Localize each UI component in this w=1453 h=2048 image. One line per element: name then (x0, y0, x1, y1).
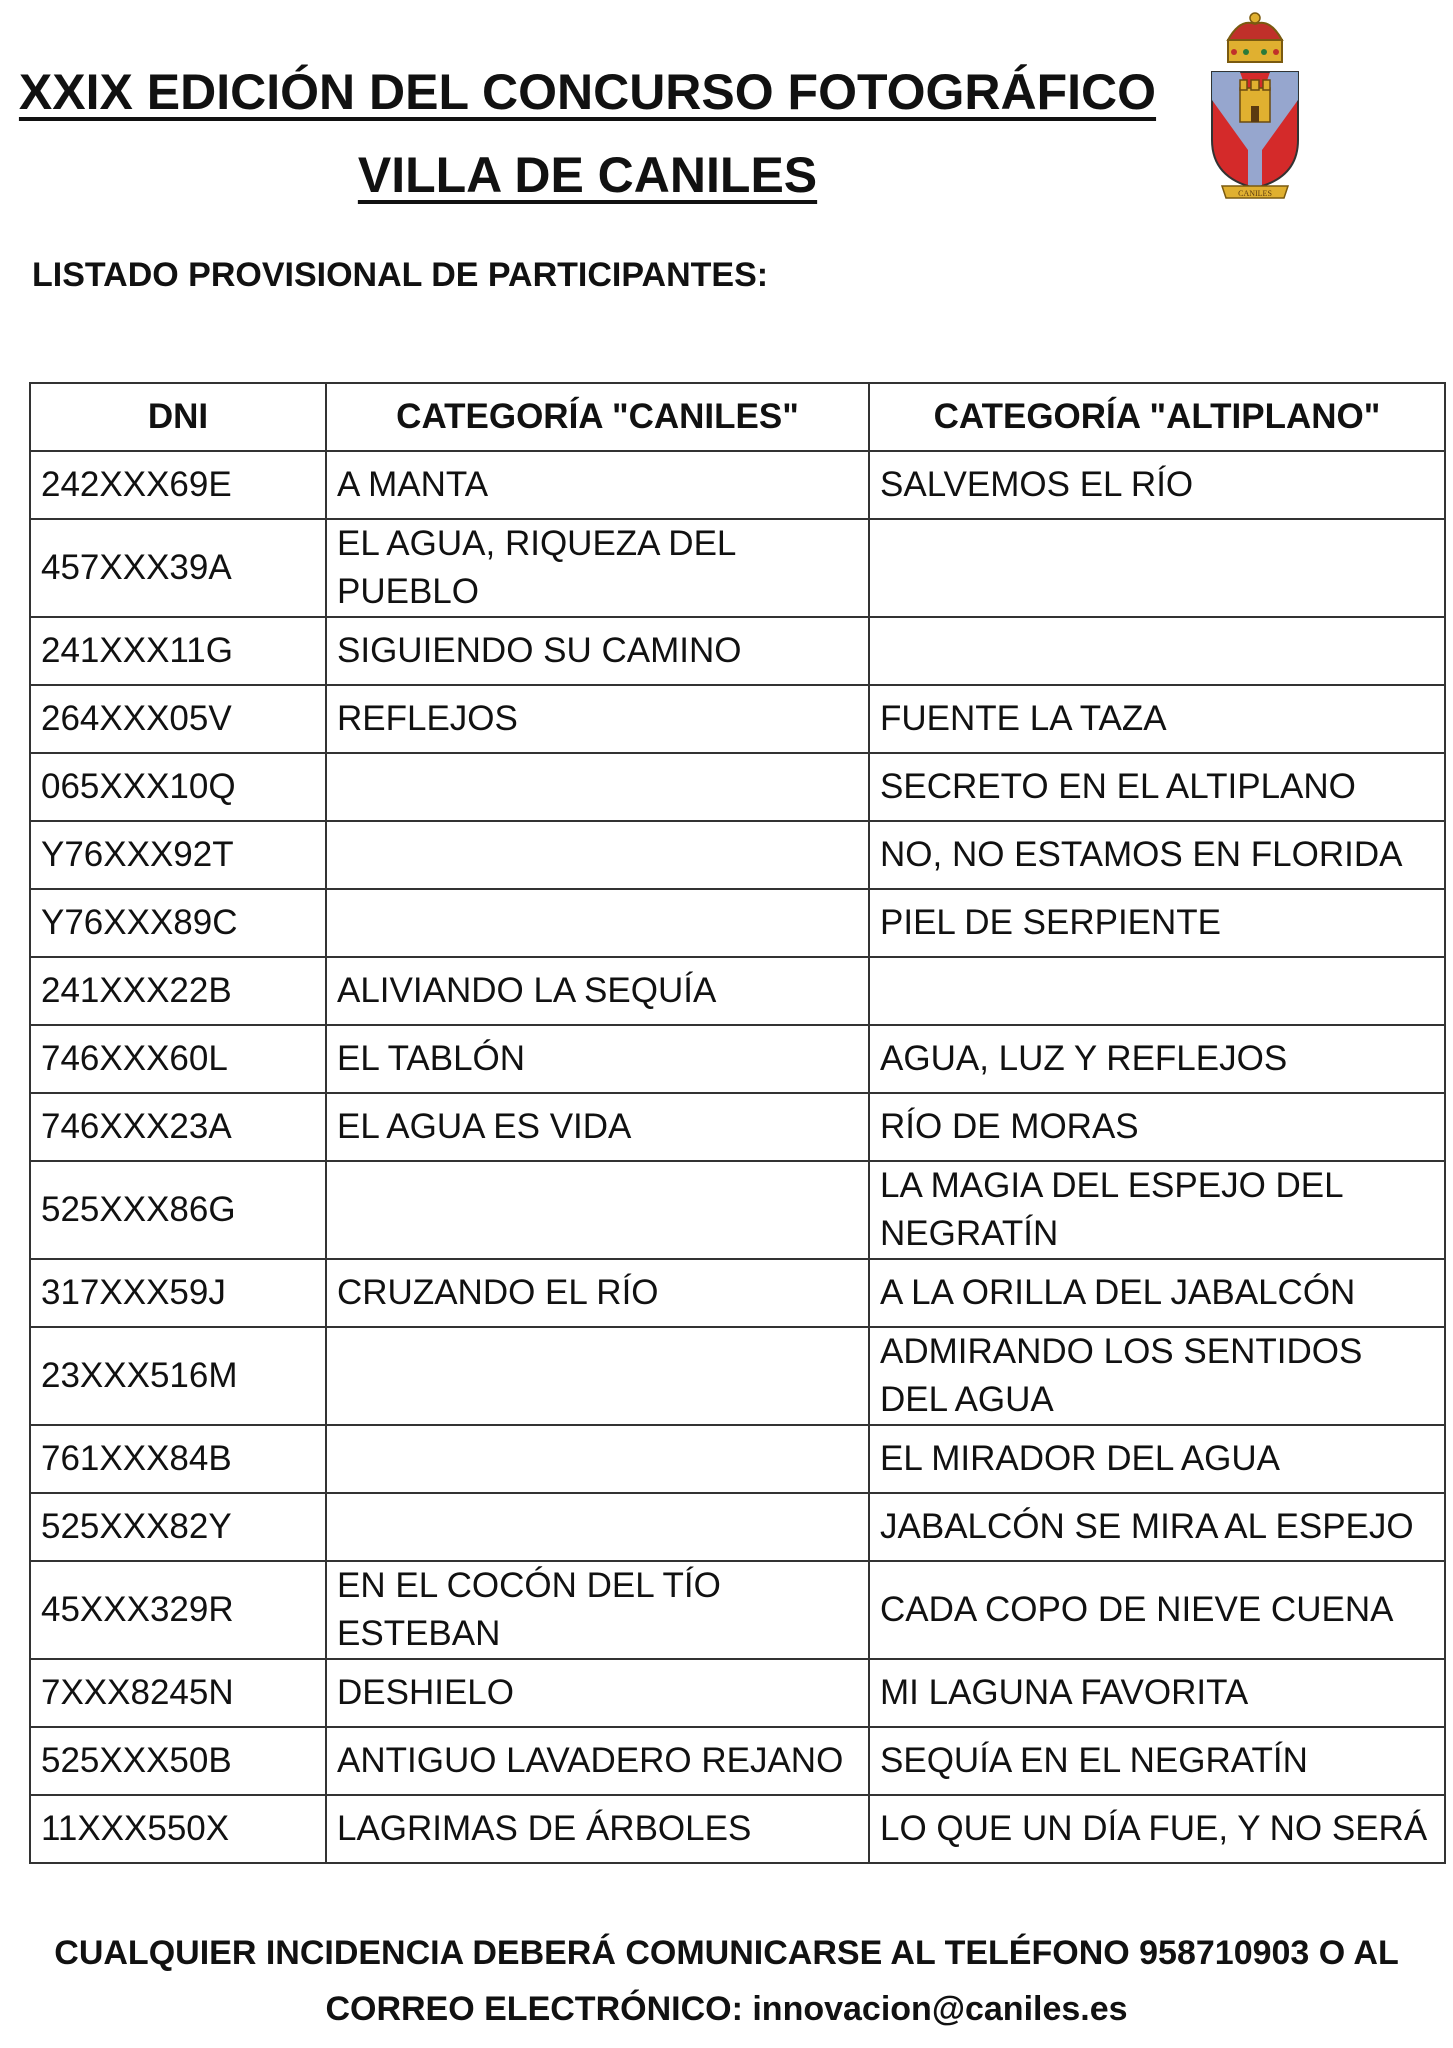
cell-dni: 525XXX50B (30, 1727, 326, 1795)
cell-altiplano: AGUA, LUZ Y REFLEJOS (869, 1025, 1445, 1093)
title-line-2-text: VILLA DE CANILES (357, 147, 818, 203)
footer-line-2 (0, 1981, 1453, 2037)
cell-caniles (326, 1327, 869, 1425)
cell-caniles (326, 753, 869, 821)
cell-dni: 241XXX22B (30, 957, 326, 1025)
column-header-caniles: CATEGORÍA "CANILES" (326, 383, 869, 451)
cell-dni: Y76XXX89C (30, 889, 326, 957)
cell-dni: 264XXX05V (30, 685, 326, 753)
cell-altiplano (869, 957, 1445, 1025)
cell-altiplano: PIEL DE SERPIENTE (869, 889, 1445, 957)
table-row (30, 1493, 1445, 1561)
cell-altiplano: A LA ORILLA DEL JABALCÓN (869, 1259, 1445, 1327)
shield-icon (1212, 72, 1298, 188)
cell-altiplano: SALVEMOS EL RÍO (869, 451, 1445, 519)
cell-caniles (326, 1161, 869, 1259)
caniles-coat-of-arms-icon (1200, 10, 1310, 200)
cell-caniles: ALIVIANDO LA SEQUÍA (326, 957, 869, 1025)
table-row (30, 1659, 1445, 1727)
cell-caniles: REFLEJOS (326, 685, 869, 753)
cell-altiplano: CADA COPO DE NIEVE CUENA (869, 1561, 1445, 1659)
footer-line-1: CUALQUIER INCIDENCIA DEBERÁ COMUNICARSE AL TELÉFONO 958710903 O AL (54, 1934, 1399, 1972)
table-row (30, 519, 1445, 617)
cell-dni: 7XXX8245N (30, 1659, 326, 1727)
table-row (30, 753, 1445, 821)
cell-caniles: EL AGUA, RIQUEZA DEL PUEBLO (326, 519, 869, 617)
footer-email-label: CORREO ELECTRÓNICO: (325, 1990, 753, 2028)
table-row (30, 1795, 1445, 1863)
cell-dni: 45XXX329R (30, 1561, 326, 1659)
table-row (30, 889, 1445, 957)
table-row (30, 1327, 1445, 1425)
footer-email: innovacion@caniles.es (752, 1990, 1128, 2028)
table-row (30, 1093, 1445, 1161)
cell-altiplano: NO, NO ESTAMOS EN FLORIDA (869, 821, 1445, 889)
cell-caniles: SIGUIENDO SU CAMINO (326, 617, 869, 685)
table-header-row (30, 383, 1445, 451)
cell-caniles: ANTIGUO LAVADERO REJANO (326, 1727, 869, 1795)
title-line-1 (0, 64, 1175, 120)
table-row (30, 1259, 1445, 1327)
table-row (30, 685, 1445, 753)
cell-caniles (326, 1493, 869, 1561)
cell-altiplano: ADMIRANDO LOS SENTIDOS DEL AGUA (869, 1327, 1445, 1425)
table-row (30, 1727, 1445, 1795)
cell-caniles: DESHIELO (326, 1659, 869, 1727)
cell-dni: 065XXX10Q (30, 753, 326, 821)
table-row (30, 957, 1445, 1025)
cell-dni: 317XXX59J (30, 1259, 326, 1327)
cell-dni: 11XXX550X (30, 1795, 326, 1863)
cell-dni: 761XXX84B (30, 1425, 326, 1493)
cell-dni: 746XXX60L (30, 1025, 326, 1093)
table-body (30, 451, 1445, 1863)
cell-caniles: CRUZANDO EL RÍO (326, 1259, 869, 1327)
cell-caniles: EL TABLÓN (326, 1025, 869, 1093)
footer-notice (0, 1925, 1453, 2037)
cell-caniles (326, 821, 869, 889)
cell-altiplano: LA MAGIA DEL ESPEJO DEL NEGRATÍN (869, 1161, 1445, 1259)
participants-table (29, 382, 1446, 1864)
table-row (30, 617, 1445, 685)
cell-dni: 242XXX69E (30, 451, 326, 519)
table-row (30, 1025, 1445, 1093)
cell-caniles: A MANTA (326, 451, 869, 519)
cell-dni: 525XXX86G (30, 1161, 326, 1259)
cell-altiplano: EL MIRADOR DEL AGUA (869, 1425, 1445, 1493)
participants-table-container (29, 382, 1446, 1864)
table-row (30, 451, 1445, 519)
crest-caption: CANILES (1238, 189, 1272, 198)
cell-altiplano: JABALCÓN SE MIRA AL ESPEJO (869, 1493, 1445, 1561)
table-row (30, 1561, 1445, 1659)
cell-caniles: LAGRIMAS DE ÁRBOLES (326, 1795, 869, 1863)
cell-altiplano: MI LAGUNA FAVORITA (869, 1659, 1445, 1727)
column-header-altiplano: CATEGORÍA "ALTIPLANO" (869, 383, 1445, 451)
cell-dni: 457XXX39A (30, 519, 326, 617)
cell-caniles: EN EL COCÓN DEL TÍO ESTEBAN (326, 1561, 869, 1659)
title-line-2 (0, 147, 1175, 203)
cell-altiplano: LO QUE UN DÍA FUE, Y NO SERÁ (869, 1795, 1445, 1863)
cell-dni: 746XXX23A (30, 1093, 326, 1161)
cell-altiplano: SECRETO EN EL ALTIPLANO (869, 753, 1445, 821)
cell-altiplano: FUENTE LA TAZA (869, 685, 1445, 753)
cell-caniles: EL AGUA ES VIDA (326, 1093, 869, 1161)
cell-caniles (326, 889, 869, 957)
cell-dni: 241XXX11G (30, 617, 326, 685)
cell-altiplano: SEQUÍA EN EL NEGRATÍN (869, 1727, 1445, 1795)
cell-altiplano: RÍO DE MORAS (869, 1093, 1445, 1161)
column-header-dni: DNI (30, 383, 326, 451)
title-line-1-text: XXIX EDICIÓN DEL CONCURSO FOTOGRÁFICO (18, 64, 1157, 120)
cell-dni: Y76XXX92T (30, 821, 326, 889)
cell-dni: 23XXX516M (30, 1327, 326, 1425)
participants-list-heading: LISTADO PROVISIONAL DE PARTICIPANTES: (32, 256, 769, 294)
cell-dni: 525XXX82Y (30, 1493, 326, 1561)
table-row (30, 1161, 1445, 1259)
table-row (30, 821, 1445, 889)
cell-altiplano (869, 617, 1445, 685)
cell-altiplano (869, 519, 1445, 617)
cell-caniles (326, 1425, 869, 1493)
crown-icon (1228, 13, 1282, 62)
table-row (30, 1425, 1445, 1493)
